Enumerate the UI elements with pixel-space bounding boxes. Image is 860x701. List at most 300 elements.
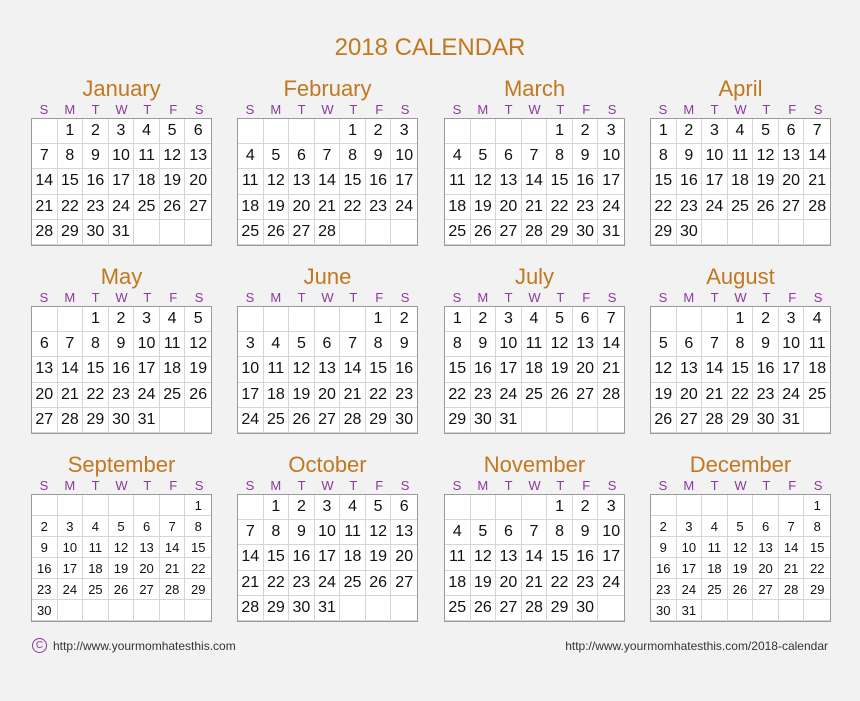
day-cell: 17 [315, 545, 341, 570]
weekday-label: S [400, 290, 410, 305]
day-cell: 2 [651, 516, 677, 537]
day-cell: 24 [58, 579, 84, 600]
day-cell: 7 [522, 520, 548, 545]
day-cell: 14 [32, 169, 58, 194]
day-cell: 18 [804, 357, 830, 382]
weekday-label: W [321, 478, 334, 493]
day-cell: 12 [728, 537, 754, 558]
day-cell: 1 [728, 307, 754, 332]
month-october [237, 452, 418, 622]
day-cell: 14 [160, 537, 186, 558]
month-february [237, 76, 418, 246]
day-cell: 23 [32, 579, 58, 600]
day-cell: 14 [522, 169, 548, 194]
day-cell: 8 [547, 520, 573, 545]
day-cell: 20 [573, 357, 599, 382]
day-cell: 25 [83, 579, 109, 600]
day-cell: 5 [366, 495, 392, 520]
day-cell: 3 [315, 495, 341, 520]
day-cell: 1 [340, 119, 366, 144]
empty-cell [804, 600, 830, 621]
empty-cell [83, 495, 109, 516]
empty-cell [391, 596, 417, 621]
day-cell: 20 [779, 169, 805, 194]
day-cell: 4 [522, 307, 548, 332]
day-cell: 1 [547, 495, 573, 520]
day-cell: 11 [134, 144, 160, 169]
day-cell: 7 [32, 144, 58, 169]
day-cell: 9 [83, 144, 109, 169]
day-cell: 7 [522, 144, 548, 169]
weekday-label: S [245, 102, 255, 117]
day-cell: 5 [289, 332, 315, 357]
empty-cell [340, 307, 366, 332]
empty-cell [728, 220, 754, 245]
day-cell: 29 [804, 579, 830, 600]
weekday-label: S [452, 102, 462, 117]
empty-cell [702, 495, 728, 516]
day-cell: 26 [471, 596, 497, 621]
day-cell: 11 [238, 169, 264, 194]
day-cell: 9 [32, 537, 58, 558]
day-cell: 13 [677, 357, 703, 382]
day-cell: 22 [728, 383, 754, 408]
empty-cell [58, 495, 84, 516]
month-january [31, 76, 212, 246]
day-cell: 17 [496, 357, 522, 382]
empty-cell [677, 495, 703, 516]
day-cell: 15 [366, 357, 392, 382]
weekday-label: T [297, 102, 306, 117]
day-cell: 31 [677, 600, 703, 621]
day-cell: 16 [651, 558, 677, 579]
calendar-title: 2018 CALENDAR [334, 34, 526, 61]
weekday-label: T [556, 102, 565, 117]
day-cell: 12 [264, 169, 290, 194]
weekday-label: W [115, 478, 128, 493]
copyright-icon: C [32, 638, 47, 653]
day-cell: 20 [677, 383, 703, 408]
footer-left-link[interactable]: http://www.yourmomhatesthis.com [53, 638, 236, 653]
month-july [444, 264, 625, 434]
day-cell: 22 [547, 571, 573, 596]
day-cell: 18 [83, 558, 109, 579]
weekday-label: T [297, 478, 306, 493]
day-cell: 14 [804, 144, 830, 169]
day-cell: 13 [134, 537, 160, 558]
day-cell: 25 [702, 579, 728, 600]
day-grid [237, 494, 418, 622]
weekday-label: M [683, 102, 695, 117]
day-cell: 18 [445, 571, 471, 596]
day-cell: 25 [264, 408, 290, 433]
day-cell: 29 [83, 408, 109, 433]
day-cell: 27 [32, 408, 58, 433]
day-cell: 9 [391, 332, 417, 357]
day-cell: 2 [366, 119, 392, 144]
weekday-label: F [788, 478, 797, 493]
day-cell: 26 [366, 571, 392, 596]
day-cell: 5 [160, 119, 186, 144]
day-cell: 21 [522, 571, 548, 596]
day-cell: 15 [185, 537, 211, 558]
day-cell: 13 [496, 169, 522, 194]
day-cell: 22 [445, 383, 471, 408]
weekday-header [237, 478, 418, 494]
day-cell: 26 [160, 195, 186, 220]
weekday-label: S [607, 290, 617, 305]
day-cell: 15 [340, 169, 366, 194]
day-cell: 2 [289, 495, 315, 520]
weekday-label: T [349, 102, 358, 117]
day-cell: 25 [804, 383, 830, 408]
day-cell: 8 [185, 516, 211, 537]
day-cell: 12 [109, 537, 135, 558]
day-cell: 23 [366, 195, 392, 220]
day-cell: 21 [804, 169, 830, 194]
day-cell: 27 [573, 383, 599, 408]
day-cell: 14 [779, 537, 805, 558]
month-june [237, 264, 418, 434]
weekday-label: W [528, 102, 541, 117]
weekday-label: T [762, 290, 771, 305]
day-cell: 30 [289, 596, 315, 621]
day-cell: 26 [753, 195, 779, 220]
day-cell: 22 [366, 383, 392, 408]
weekday-label: T [143, 290, 152, 305]
month-march [444, 76, 625, 246]
empty-cell [289, 119, 315, 144]
day-cell: 19 [109, 558, 135, 579]
day-cell: 21 [58, 383, 84, 408]
month-september [31, 452, 212, 622]
day-cell: 2 [391, 307, 417, 332]
empty-cell [264, 119, 290, 144]
day-grid [650, 494, 831, 622]
day-cell: 1 [185, 495, 211, 516]
day-cell: 26 [728, 579, 754, 600]
day-grid [650, 306, 831, 434]
month-name: October [288, 452, 367, 477]
weekday-label: T [504, 478, 513, 493]
day-cell: 13 [391, 520, 417, 545]
day-cell: 28 [804, 195, 830, 220]
empty-cell [496, 495, 522, 520]
weekday-label: F [375, 478, 384, 493]
weekday-label: T [762, 102, 771, 117]
weekday-label: T [504, 290, 513, 305]
day-cell: 11 [728, 144, 754, 169]
day-cell: 28 [522, 220, 548, 245]
empty-cell [109, 600, 135, 621]
day-cell: 26 [289, 408, 315, 433]
day-cell: 24 [238, 408, 264, 433]
day-cell: 24 [315, 571, 341, 596]
weekday-label: S [607, 478, 617, 493]
day-grid [31, 306, 212, 434]
day-cell: 3 [134, 307, 160, 332]
empty-cell [573, 408, 599, 433]
weekday-label: T [91, 478, 100, 493]
day-cell: 7 [58, 332, 84, 357]
day-cell: 25 [445, 220, 471, 245]
day-cell: 21 [779, 558, 805, 579]
day-cell: 7 [315, 144, 341, 169]
empty-cell [391, 220, 417, 245]
empty-cell [753, 495, 779, 516]
weekday-header [650, 290, 831, 306]
empty-cell [238, 307, 264, 332]
day-cell: 29 [445, 408, 471, 433]
empty-cell [753, 220, 779, 245]
day-grid [444, 494, 625, 622]
weekday-label: M [64, 102, 76, 117]
day-cell: 4 [160, 307, 186, 332]
day-cell: 10 [315, 520, 341, 545]
empty-cell [340, 596, 366, 621]
day-cell: 31 [779, 408, 805, 433]
weekday-label: T [349, 290, 358, 305]
empty-cell [779, 600, 805, 621]
day-cell: 16 [391, 357, 417, 382]
day-grid [237, 118, 418, 246]
day-cell: 16 [366, 169, 392, 194]
month-name: April [718, 76, 763, 101]
empty-cell [677, 307, 703, 332]
day-cell: 29 [366, 408, 392, 433]
day-cell: 22 [651, 195, 677, 220]
day-cell: 6 [134, 516, 160, 537]
day-cell: 23 [677, 195, 703, 220]
day-cell: 14 [340, 357, 366, 382]
weekday-label: S [452, 478, 462, 493]
day-cell: 20 [391, 545, 417, 570]
day-cell: 3 [496, 307, 522, 332]
day-cell: 27 [496, 220, 522, 245]
empty-cell [728, 600, 754, 621]
day-cell: 15 [651, 169, 677, 194]
empty-cell [315, 307, 341, 332]
day-grid [31, 494, 212, 622]
day-cell: 23 [753, 383, 779, 408]
day-cell: 1 [58, 119, 84, 144]
weekday-label: S [813, 478, 823, 493]
day-cell: 20 [315, 383, 341, 408]
day-cell: 7 [238, 520, 264, 545]
day-cell: 25 [340, 571, 366, 596]
day-cell: 27 [496, 596, 522, 621]
day-cell: 11 [445, 545, 471, 570]
weekday-label: S [813, 290, 823, 305]
day-cell: 16 [109, 357, 135, 382]
day-cell: 19 [547, 357, 573, 382]
weekday-header [650, 102, 831, 118]
day-cell: 20 [753, 558, 779, 579]
day-cell: 20 [496, 195, 522, 220]
weekday-label: S [245, 290, 255, 305]
day-cell: 26 [109, 579, 135, 600]
day-cell: 6 [677, 332, 703, 357]
day-cell: 28 [238, 596, 264, 621]
day-cell: 17 [779, 357, 805, 382]
weekday-label: W [734, 478, 747, 493]
day-cell: 10 [134, 332, 160, 357]
empty-cell [315, 119, 341, 144]
day-cell: 27 [289, 220, 315, 245]
day-cell: 22 [185, 558, 211, 579]
day-cell: 13 [573, 332, 599, 357]
month-november [444, 452, 625, 622]
day-cell: 31 [598, 220, 624, 245]
day-cell: 23 [391, 383, 417, 408]
day-cell: 12 [160, 144, 186, 169]
weekday-header [650, 478, 831, 494]
day-cell: 16 [289, 545, 315, 570]
day-cell: 3 [598, 119, 624, 144]
empty-cell [804, 220, 830, 245]
day-cell: 2 [677, 119, 703, 144]
day-cell: 31 [134, 408, 160, 433]
weekday-label: T [504, 102, 513, 117]
day-cell: 11 [340, 520, 366, 545]
day-cell: 29 [264, 596, 290, 621]
month-name: December [689, 452, 792, 477]
day-cell: 8 [264, 520, 290, 545]
weekday-header [31, 478, 212, 494]
day-cell: 10 [598, 144, 624, 169]
weekday-label: F [582, 478, 591, 493]
weekday-label: S [194, 478, 204, 493]
day-cell: 27 [779, 195, 805, 220]
footer-left [32, 638, 236, 653]
day-cell: 29 [651, 220, 677, 245]
day-cell: 25 [134, 195, 160, 220]
day-cell: 7 [804, 119, 830, 144]
day-cell: 29 [547, 220, 573, 245]
day-cell: 18 [264, 383, 290, 408]
month-name: June [303, 264, 352, 289]
weekday-label: F [788, 102, 797, 117]
day-cell: 15 [804, 537, 830, 558]
day-cell: 26 [471, 220, 497, 245]
day-cell: 1 [547, 119, 573, 144]
weekday-label: S [658, 290, 668, 305]
empty-cell [185, 408, 211, 433]
day-cell: 14 [522, 545, 548, 570]
day-cell: 19 [471, 195, 497, 220]
day-cell: 13 [315, 357, 341, 382]
empty-cell [366, 596, 392, 621]
weekday-label: W [734, 290, 747, 305]
empty-cell [471, 119, 497, 144]
month-name: February [283, 76, 372, 101]
empty-cell [445, 495, 471, 520]
day-grid [650, 118, 831, 246]
empty-cell [134, 600, 160, 621]
weekday-label: S [658, 478, 668, 493]
day-cell: 18 [522, 357, 548, 382]
empty-cell [160, 220, 186, 245]
weekday-label: T [143, 102, 152, 117]
day-cell: 12 [651, 357, 677, 382]
day-cell: 20 [185, 169, 211, 194]
month-may [31, 264, 212, 434]
weekday-label: W [115, 102, 128, 117]
day-cell: 30 [677, 220, 703, 245]
day-cell: 23 [471, 383, 497, 408]
day-cell: 18 [702, 558, 728, 579]
day-cell: 6 [779, 119, 805, 144]
day-cell: 26 [185, 383, 211, 408]
day-cell: 12 [289, 357, 315, 382]
empty-cell [804, 408, 830, 433]
day-cell: 6 [32, 332, 58, 357]
day-cell: 15 [445, 357, 471, 382]
empty-cell [160, 495, 186, 516]
weekday-label: S [607, 102, 617, 117]
day-cell: 24 [496, 383, 522, 408]
empty-cell [134, 220, 160, 245]
day-cell: 8 [58, 144, 84, 169]
day-cell: 10 [238, 357, 264, 382]
day-cell: 23 [289, 571, 315, 596]
day-cell: 20 [32, 383, 58, 408]
weekday-label: S [39, 478, 49, 493]
day-cell: 22 [83, 383, 109, 408]
day-cell: 12 [753, 144, 779, 169]
weekday-header [237, 102, 418, 118]
day-cell: 4 [238, 144, 264, 169]
day-cell: 9 [289, 520, 315, 545]
day-cell: 10 [779, 332, 805, 357]
day-cell: 18 [160, 357, 186, 382]
day-cell: 2 [471, 307, 497, 332]
day-cell: 17 [134, 357, 160, 382]
empty-cell [471, 495, 497, 520]
month-name: September [67, 452, 176, 477]
month-name: November [483, 452, 586, 477]
day-cell: 11 [804, 332, 830, 357]
day-cell: 3 [238, 332, 264, 357]
weekday-label: S [194, 290, 204, 305]
day-cell: 16 [677, 169, 703, 194]
day-cell: 13 [496, 545, 522, 570]
weekday-label: S [194, 102, 204, 117]
day-cell: 13 [753, 537, 779, 558]
day-cell: 22 [340, 195, 366, 220]
day-cell: 22 [58, 195, 84, 220]
day-cell: 17 [598, 545, 624, 570]
day-cell: 3 [677, 516, 703, 537]
day-cell: 15 [58, 169, 84, 194]
day-cell: 16 [573, 545, 599, 570]
day-cell: 26 [547, 383, 573, 408]
day-cell: 27 [391, 571, 417, 596]
day-cell: 1 [445, 307, 471, 332]
day-cell: 22 [547, 195, 573, 220]
weekday-label: S [658, 102, 668, 117]
footer-right-link[interactable]: http://www.yourmomhatesthis.com/2018-calendar [565, 639, 828, 653]
day-cell: 30 [32, 600, 58, 621]
day-cell: 6 [185, 119, 211, 144]
day-cell: 12 [185, 332, 211, 357]
day-cell: 11 [445, 169, 471, 194]
month-name: March [503, 76, 566, 101]
day-cell: 8 [804, 516, 830, 537]
day-cell: 7 [598, 307, 624, 332]
day-cell: 18 [445, 195, 471, 220]
day-cell: 1 [366, 307, 392, 332]
